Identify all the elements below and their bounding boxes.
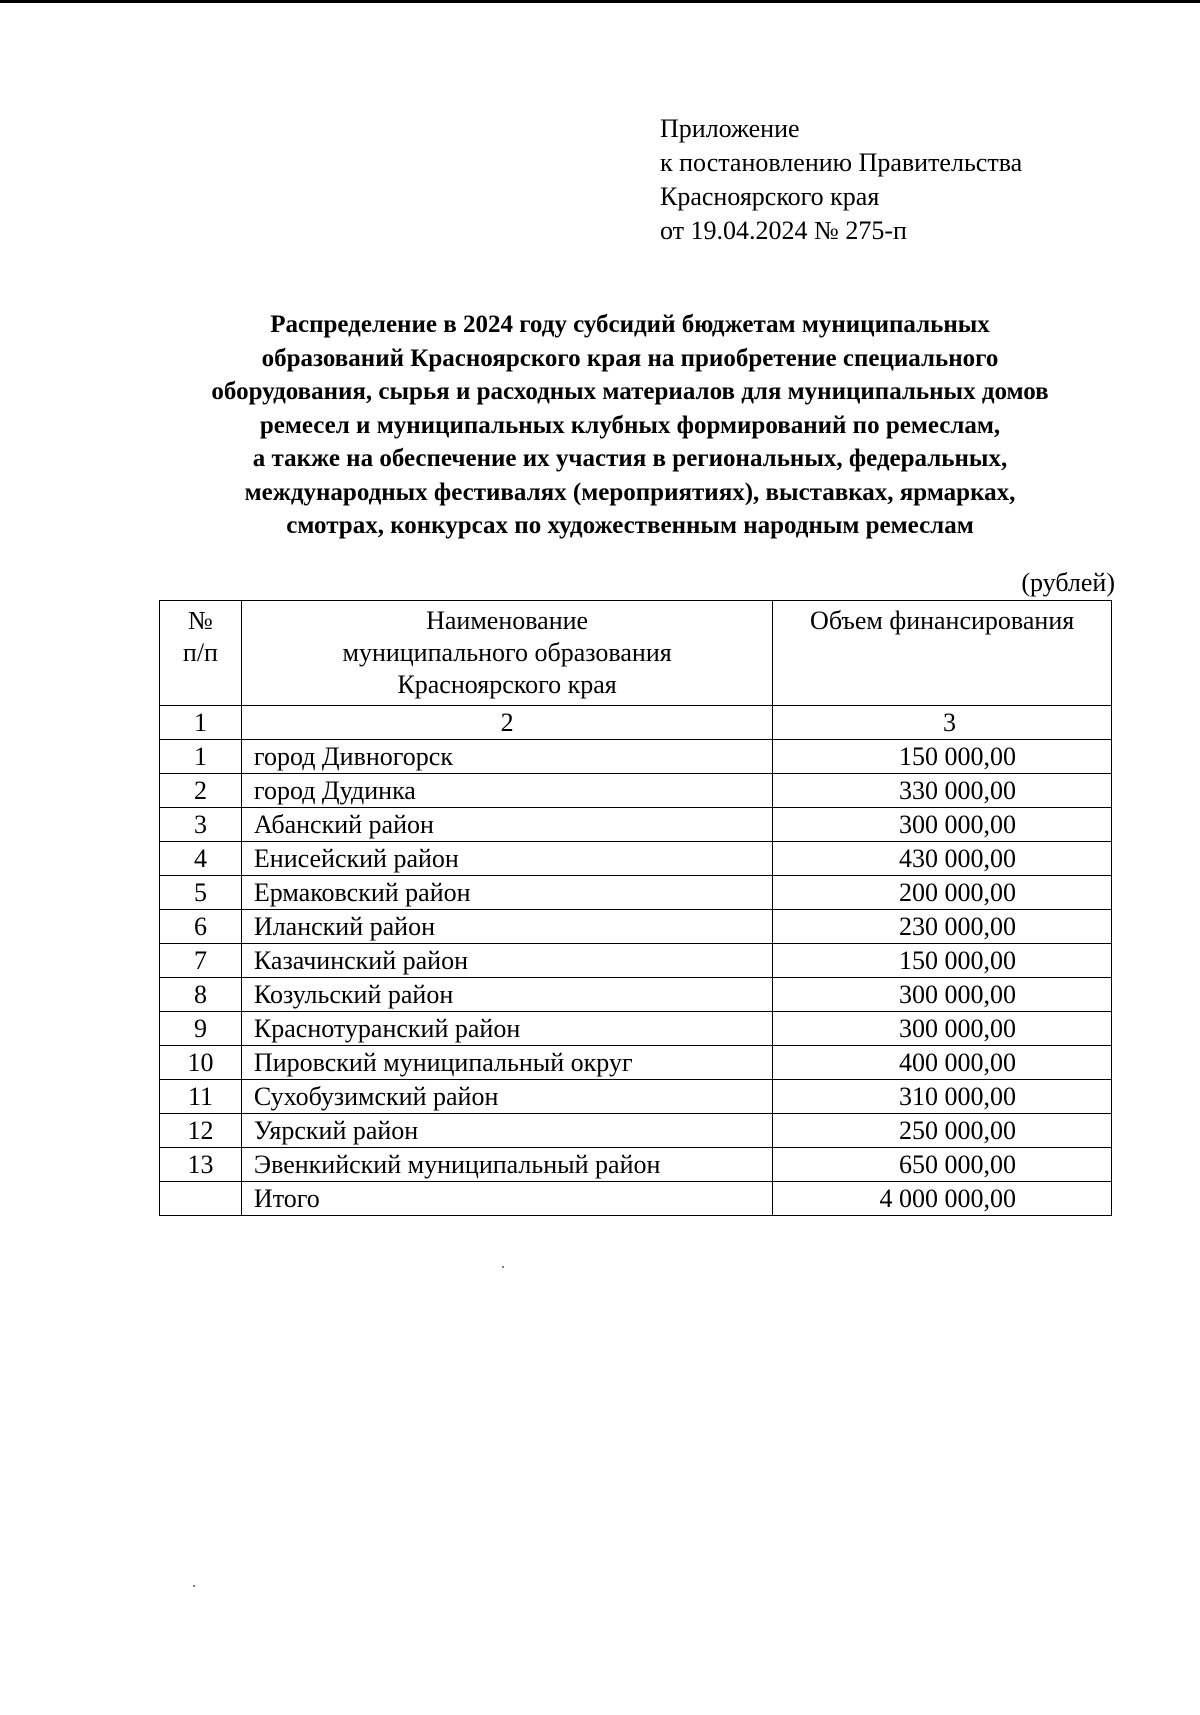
row-municipality: Эвенкийский муниципальный район (241, 1148, 772, 1182)
row-number: 6 (160, 910, 242, 944)
column-index: 3 (773, 706, 1112, 740)
row-number: 13 (160, 1148, 242, 1182)
appendix-line: от 19.04.2024 № 275-п (660, 216, 907, 245)
row-amount: 250 000,00 (773, 1114, 1112, 1148)
row-amount: 330 000,00 (773, 774, 1112, 808)
table-row (160, 1046, 1112, 1080)
header-amount: Объем финансирования (773, 601, 1112, 706)
table-row (160, 910, 1112, 944)
row-amount: 150 000,00 (773, 944, 1112, 978)
row-amount: 300 000,00 (773, 1012, 1112, 1046)
top-border-line (0, 0, 1200, 3)
row-municipality: Уярский район (241, 1114, 772, 1148)
row-municipality: Иланский район (241, 910, 772, 944)
row-municipality: Краснотуранский район (241, 1012, 772, 1046)
table-row (160, 808, 1112, 842)
column-index: 1 (160, 706, 242, 740)
row-amount: 310 000,00 (773, 1080, 1112, 1114)
row-municipality: Казачинский район (241, 944, 772, 978)
allocation-table (159, 600, 1112, 1216)
scan-speck (193, 1585, 195, 1587)
row-amount: 400 000,00 (773, 1046, 1112, 1080)
total-label: Итого (241, 1182, 772, 1216)
title-line: международных фестивалях (мероприятиях), выставках, ярмарках, (244, 478, 1016, 506)
total-row (160, 1182, 1112, 1216)
header-municipality (241, 601, 772, 706)
row-amount: 230 000,00 (773, 910, 1112, 944)
row-municipality: Ермаковский район (241, 876, 772, 910)
document-title (150, 308, 1110, 543)
appendix-line: Приложение (660, 114, 800, 143)
header-number-abbr: п/п (182, 638, 218, 667)
row-number: 10 (160, 1046, 242, 1080)
title-line: смотрах, конкурсах по художественным народным ремеслам (286, 512, 974, 539)
row-amount: 200 000,00 (773, 876, 1112, 910)
column-index: 2 (241, 706, 772, 740)
row-municipality: город Дудинка (241, 774, 772, 808)
table-row (160, 774, 1112, 808)
table-row (160, 944, 1112, 978)
row-number: 12 (160, 1114, 242, 1148)
row-municipality: Сухобузимский район (241, 1080, 772, 1114)
table-row (160, 876, 1112, 910)
header-name-line: Красноярского края (397, 670, 617, 699)
row-amount: 300 000,00 (773, 978, 1112, 1012)
row-number: 4 (160, 842, 242, 876)
title-line: оборудования, сырья и расходных материалов для муниципальных домов (211, 378, 1049, 405)
row-amount: 150 000,00 (773, 740, 1112, 774)
total-amount: 4 000 000,00 (773, 1182, 1112, 1216)
row-number: 2 (160, 774, 242, 808)
title-line: а также на обеспечение их участия в региональных, федеральных, (252, 445, 1008, 472)
row-number: 11 (160, 1080, 242, 1114)
row-amount: 650 000,00 (773, 1148, 1112, 1182)
appendix-line: Красноярского края (660, 182, 880, 211)
table-row (160, 978, 1112, 1012)
table-row (160, 1080, 1112, 1114)
table-row (160, 842, 1112, 876)
table-row (160, 1148, 1112, 1182)
row-amount: 430 000,00 (773, 842, 1112, 876)
row-number: 1 (160, 740, 242, 774)
row-number: 9 (160, 1012, 242, 1046)
header-number (160, 601, 242, 706)
title-line: Распределение в 2024 году субсидий бюджетам муниципальных (270, 311, 990, 338)
table-row (160, 740, 1112, 774)
title-line: ремесел и муниципальных клубных формирований по ремеслам, (259, 411, 1001, 439)
title-line: образований Красноярского края на приобретение специального (261, 344, 999, 372)
row-municipality: город Дивногорск (241, 740, 772, 774)
row-number: 8 (160, 978, 242, 1012)
header-name-line: муниципального образования (342, 638, 672, 667)
row-amount: 300 000,00 (773, 808, 1112, 842)
scan-speck (502, 1266, 504, 1268)
row-number: 5 (160, 876, 242, 910)
row-municipality: Абанский район (241, 808, 772, 842)
table-row (160, 1012, 1112, 1046)
appendix-line: к постановлению Правительства (660, 148, 1023, 177)
row-municipality: Енисейский район (241, 842, 772, 876)
appendix-reference (660, 112, 1120, 248)
total-number (160, 1182, 242, 1216)
row-number: 7 (160, 944, 242, 978)
row-municipality: Пировский муниципальный округ (241, 1046, 772, 1080)
row-number: 3 (160, 808, 242, 842)
table-row (160, 1114, 1112, 1148)
header-name-line: Наименование (426, 606, 589, 635)
header-number-symbol: № (188, 606, 213, 635)
table-header-row (160, 601, 1112, 706)
units-label: (рублей) (1021, 568, 1115, 597)
column-index-row (160, 706, 1112, 740)
row-municipality: Козульский район (241, 978, 772, 1012)
